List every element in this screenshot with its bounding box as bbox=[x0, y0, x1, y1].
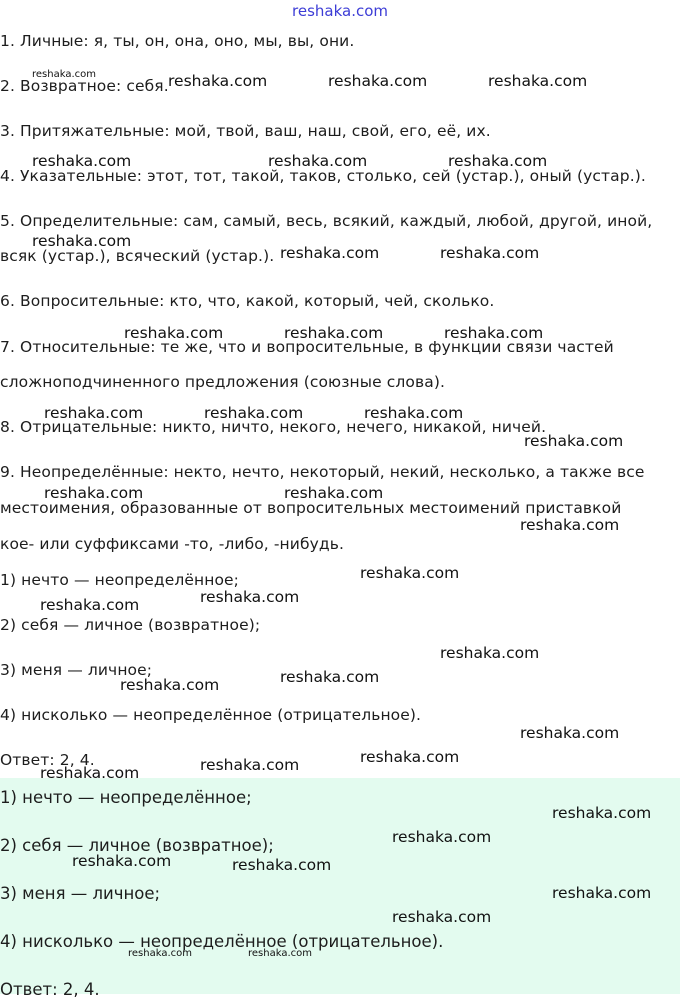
watermark: reshaka.com bbox=[280, 244, 380, 262]
watermark: reshaka.com bbox=[40, 764, 140, 782]
text-line: 2. Возвратное: себя. bbox=[0, 77, 169, 95]
answer-line: 3) меня — личное; bbox=[0, 884, 161, 903]
text-line: 7. Относительные: те же, что и вопросительные, в функции связи частей bbox=[0, 338, 614, 356]
watermark: reshaka.com bbox=[280, 668, 380, 686]
text-line: 4. Указательные: этот, тот, такой, таков, столько, сей (устар.), оный (устар.). bbox=[0, 167, 646, 185]
watermark: reshaka.com bbox=[488, 72, 588, 90]
watermark: reshaka.com bbox=[268, 152, 368, 170]
watermark: reshaka.com bbox=[520, 724, 620, 742]
watermark: reshaka.com bbox=[44, 484, 144, 502]
watermark: reshaka.com bbox=[364, 404, 464, 422]
text-line: 6. Вопросительные: кто, что, какой, который, чей, сколько. bbox=[0, 292, 495, 310]
watermark: reshaka.com bbox=[392, 828, 492, 846]
watermark: reshaka.com bbox=[44, 404, 144, 422]
text-line: 5. Определительные: сам, самый, весь, всякий, каждый, любой, другой, иной, bbox=[0, 212, 653, 230]
watermark: reshaka.com bbox=[120, 676, 220, 694]
watermark: reshaka.com bbox=[444, 324, 544, 342]
watermark: reshaka.com bbox=[248, 948, 312, 959]
watermark: reshaka.com bbox=[524, 432, 624, 450]
watermark: reshaka.com bbox=[204, 404, 304, 422]
answer-line: 4) нисколько — неопределённое (отрицательное). bbox=[0, 932, 444, 951]
answer-line: 2) себя — личное (возвратное); bbox=[0, 836, 274, 855]
watermark: reshaka.com bbox=[200, 756, 300, 774]
watermark: reshaka.com bbox=[448, 152, 548, 170]
watermark: reshaka.com bbox=[128, 948, 192, 959]
watermark: reshaka.com bbox=[552, 804, 652, 822]
text-line: Ответ: 2, 4. bbox=[0, 751, 95, 769]
watermark: reshaka.com bbox=[124, 324, 224, 342]
watermark: reshaka.com bbox=[32, 69, 96, 80]
text-line: 4) нисколько — неопределённое (отрицательное). bbox=[0, 706, 422, 724]
watermark: reshaka.com bbox=[32, 152, 132, 170]
text-line: 3. Притяжательные: мой, твой, ваш, наш, свой, его, её, их. bbox=[0, 122, 491, 140]
watermark: reshaka.com bbox=[440, 244, 540, 262]
answer-line: Ответ: 2, 4. bbox=[0, 980, 100, 999]
watermark: reshaka.com bbox=[168, 72, 268, 90]
watermark: reshaka.com bbox=[360, 748, 460, 766]
text-line: кое- или суффиксами -то, -либо, -нибудь. bbox=[0, 535, 344, 553]
watermark: reshaka.com bbox=[552, 884, 652, 902]
text-line: сложноподчиненного предложения (союзные слова). bbox=[0, 373, 446, 391]
text-line: 1) нечто — неопределённое; bbox=[0, 571, 239, 589]
watermark: reshaka.com bbox=[440, 644, 540, 662]
watermark: reshaka.com bbox=[72, 852, 172, 870]
watermark: reshaka.com bbox=[328, 72, 428, 90]
watermark: reshaka.com bbox=[520, 516, 620, 534]
watermark: reshaka.com bbox=[392, 908, 492, 926]
text-line: всяк (устар.), всяческий (устар.). bbox=[0, 247, 275, 265]
text-line: 3) меня — личное; bbox=[0, 661, 153, 679]
text-line: 9. Неопределённые: некто, нечто, некоторый, некий, несколько, а также все bbox=[0, 463, 645, 481]
text-line: 2) себя — личное (возвратное); bbox=[0, 616, 261, 634]
watermark: reshaka.com bbox=[232, 856, 332, 874]
watermark: reshaka.com bbox=[284, 484, 384, 502]
watermark: reshaka.com bbox=[284, 324, 384, 342]
watermark: reshaka.com bbox=[360, 564, 460, 582]
site-link[interactable]: reshaka.com bbox=[292, 2, 388, 20]
watermark: reshaka.com bbox=[200, 588, 300, 606]
text-line: местоимения, образованные от вопросительных местоимений приставкой bbox=[0, 499, 622, 517]
text-line: 1. Личные: я, ты, он, она, оно, мы, вы, они. bbox=[0, 32, 355, 50]
watermark: reshaka.com bbox=[40, 596, 140, 614]
answer-line: 1) нечто — неопределённое; bbox=[0, 788, 252, 807]
watermark: reshaka.com bbox=[32, 232, 132, 250]
text-line: 8. Отрицательные: никто, ничто, некого, нечего, никакой, ничей. bbox=[0, 418, 547, 436]
